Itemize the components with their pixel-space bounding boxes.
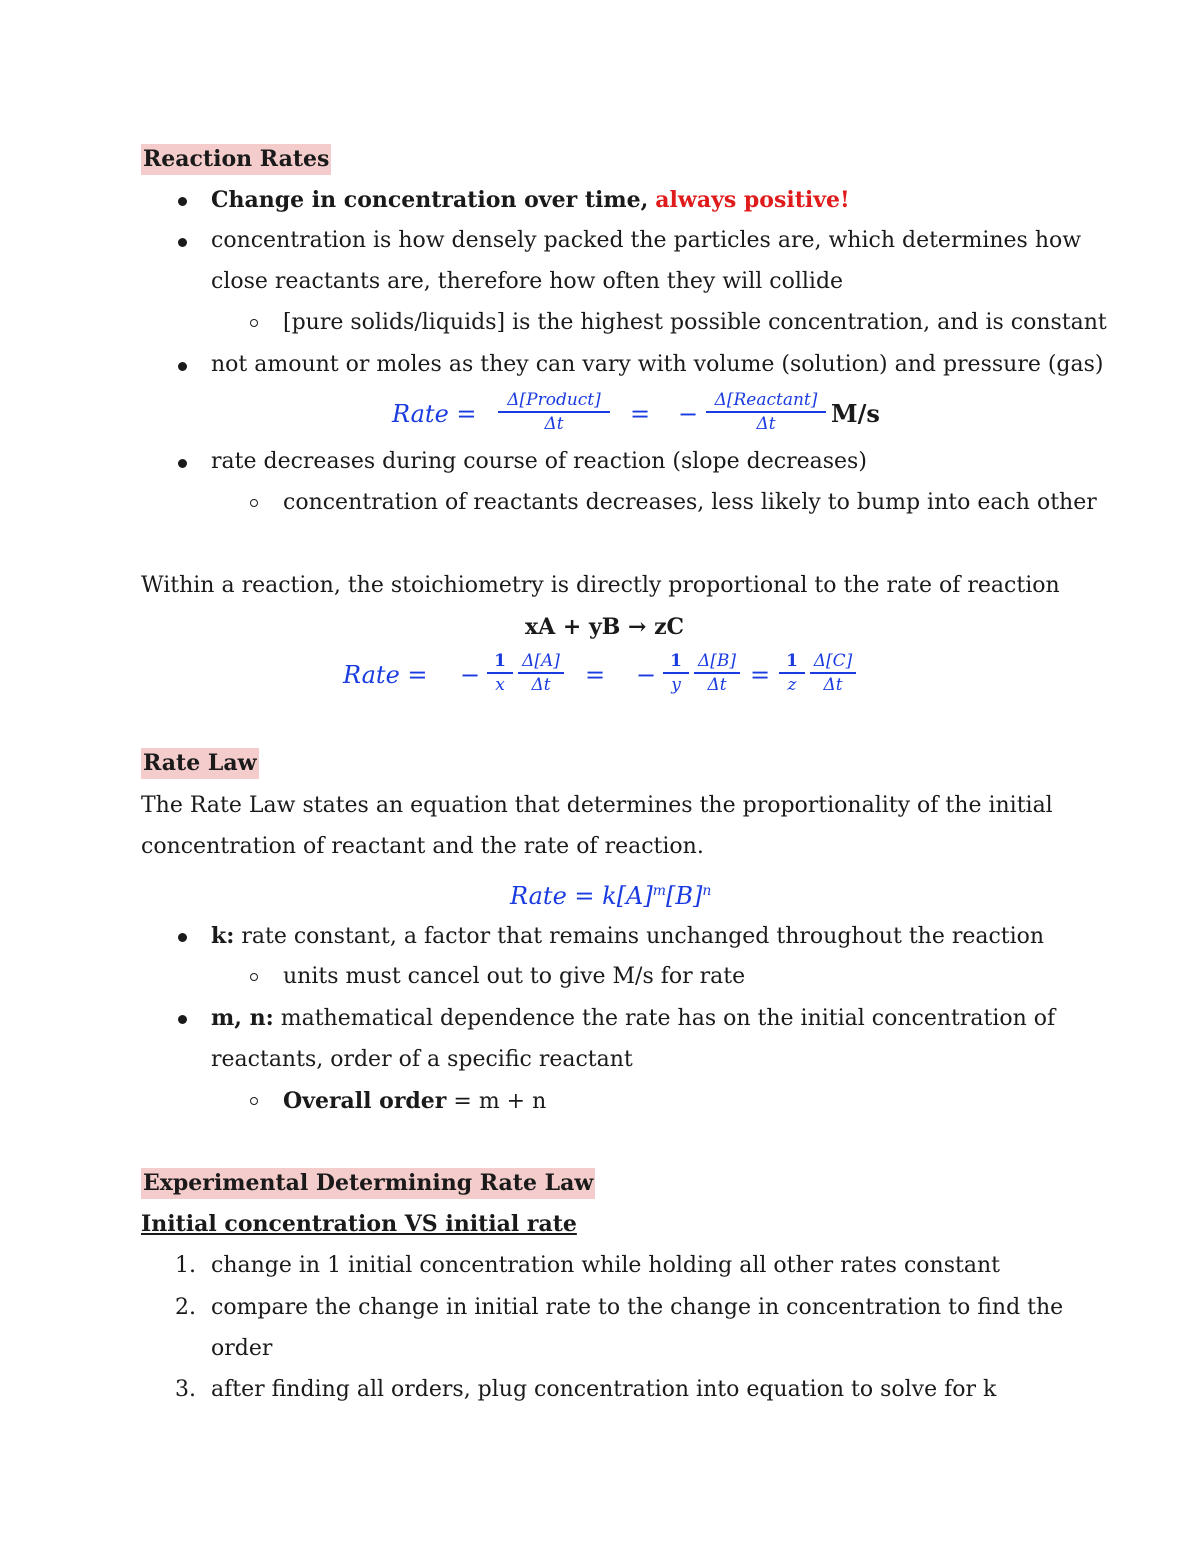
list-item-text: change in 1 initial concentration while holding all other rates constant [211,1253,1000,1278]
subheading-initial-concentration: Initial concentration VS initial rate [141,1211,577,1237]
reaction-equation: xA + yB → zC [525,614,685,640]
heading-rate-law: Rate Law [141,748,259,779]
bullet-text: not amount or moles as they can vary with volume (solution) and pressure (gas) [211,352,1104,377]
coefficient-fraction-x: $\frac{1}{x}$ [487,650,513,696]
stoichiometry-paragraph: Within a reaction, the stoichiometry is directly proportional to the rate of reaction [141,573,1060,598]
coefficient-fraction-z: $\frac{1}{z}$ [779,650,805,696]
equals-sign: = [750,661,771,689]
bullet [178,238,187,247]
bullet-text: m, n: mathematical dependence the rate has on the initial concentration of [211,1005,1056,1031]
bullet [178,933,187,942]
sub-bullet-text: units must cancel out to give M/s for rate [283,964,746,989]
sub-bullet [250,499,258,507]
bullet-text: rate decreases during course of reaction (slope decreases) [211,449,867,474]
sub-bullet-text: [pure solids/liquids] is the highest possible concentration, and is constant [283,310,1107,335]
sub-bullet [250,1097,258,1105]
delta-b-fraction: $\frac{\Delta[B]}{\Delta t}$ [694,650,740,696]
heading-experimental-rate-law: Experimental Determining Rate Law [141,1168,595,1199]
equals-sign: = [630,400,651,428]
list-number: 1. [175,1253,196,1278]
bullet [178,197,187,206]
sub-bullet-text: concentration of reactants decreases, less likely to bump into each other [283,490,1097,515]
sub-bullet [250,319,258,327]
equals-sign: = [585,661,606,689]
rate-law-paragraph: The Rate Law states an equation that determines the proportionality of the initial [141,793,1053,818]
minus-sign: − [636,661,657,689]
list-item-text: compare the change in initial rate to the change in concentration to find the [211,1295,1064,1320]
minus-sign: − [678,400,699,428]
bullet [178,459,187,468]
list-number: 3. [175,1377,196,1402]
list-item-text-continued: order [211,1336,273,1361]
bullet-text: k: rate constant, a factor that remains unchanged throughout the reaction [211,923,1045,949]
list-number: 2. [175,1295,196,1320]
bullet [178,362,187,371]
rate-law-formula: Rate = $k[A]^m[B]^n$ [510,882,712,910]
product-fraction: Δ[Product] Δt [498,389,610,435]
minus-sign: − [460,661,481,689]
rate-law-paragraph-continued: concentration of reactant and the rate of reaction. [141,834,704,859]
bullet [178,1015,187,1024]
rate-equation-lhs: Rate = [392,400,477,428]
delta-a-fraction: $\frac{\Delta[A]}{\Delta t}$ [518,650,564,696]
rate-equation-lhs: Rate = [343,661,428,689]
bullet-text: Change in concentration over time, always positive! [211,187,850,213]
list-item-text: after finding all orders, plug concentration into equation to solve for k [211,1377,997,1402]
bullet-text-continued: reactants, order of a specific reactant [211,1047,633,1072]
coefficient-fraction-y: $\frac{1}{y}$ [663,650,689,696]
bullet-text: concentration is how densely packed the particles are, which determines how [211,228,1082,253]
delta-c-fraction: $\frac{\Delta[C]}{\Delta t}$ [810,650,856,696]
reactant-fraction: Δ[Reactant] Δt [706,389,826,435]
units-label: M/s [831,399,880,428]
sub-bullet-text: Overall order = m + n [283,1088,547,1114]
bullet-text-continued: close reactants are, therefore how often they will collide [211,269,844,294]
heading-reaction-rates: Reaction Rates [141,144,331,175]
sub-bullet [250,973,258,981]
